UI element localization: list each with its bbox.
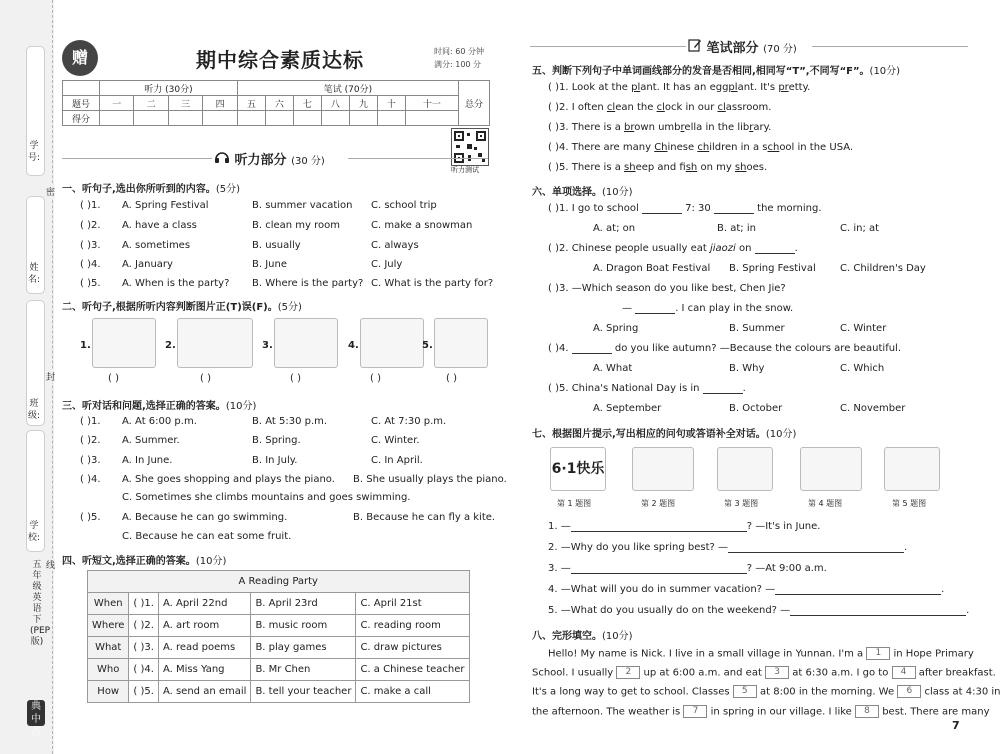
school-label: 学校: [28, 521, 41, 543]
caption-3: 第 3 题图 [724, 499, 759, 508]
section-7-title: 七、根据图片提示,写出相应的问句或答语补全对话。(10分) [532, 429, 797, 440]
option-c[interactable]: C. April 21st [356, 593, 469, 615]
s5-q3[interactable]: ( )3. There is a brown umbrella in the library. [548, 122, 772, 133]
caption-4: 第 4 题图 [808, 499, 843, 508]
s3-q4-option-b[interactable]: B. She usually plays the piano. [353, 474, 507, 485]
s6-q4[interactable]: ( )4. do you like autumn? —Because the colours are beautiful. [548, 343, 902, 354]
table-row [88, 593, 470, 615]
s2-num-1: 1. [80, 340, 91, 351]
col-7: 七 [293, 96, 321, 111]
cloze-blank[interactable]: 1 [866, 647, 890, 660]
picture-watch-tv-icon [177, 318, 253, 368]
col-11: 十一 [405, 96, 458, 111]
row-label: Where [88, 615, 129, 637]
gift-badge: 赠 [62, 40, 98, 76]
s3-q2-option-c[interactable]: C. Winter. [371, 435, 420, 446]
s1-q1-option-a[interactable]: A. Spring Festival [122, 200, 209, 211]
s1-q1-number[interactable]: ( )1. [80, 200, 101, 211]
cloze-line-3: It's a long way to get to school. Classes 5 at 8:00 in the morning. We 6 class at 4:30 in [532, 686, 1000, 698]
option-a[interactable]: A. Miss Yang [158, 659, 250, 681]
option-b[interactable]: B. music room [251, 615, 356, 637]
section-2-title: 二、听句子,根据所听内容判断图片正(T)误(F)。(5分) [62, 302, 302, 313]
s1-q2-option-b[interactable]: B. clean my room [252, 220, 340, 231]
s3-q4-number[interactable]: ( )4. [80, 474, 101, 485]
s6-q4-option-a[interactable]: A. What [593, 363, 633, 374]
table-row [88, 659, 470, 681]
s1-q5-option-a[interactable]: A. When is the party? [122, 278, 230, 289]
score-cell[interactable] [100, 111, 134, 126]
s6-q4-option-c[interactable]: C. Which [840, 363, 885, 374]
time-limit: 时间: 60 分钟 [434, 47, 484, 56]
option-b[interactable]: B. tell your teacher [251, 681, 356, 703]
option-c[interactable]: C. reading room [356, 615, 469, 637]
s3-q4-option-a[interactable]: A. She goes shopping and plays the piano. [122, 474, 335, 485]
qr-code-icon[interactable] [451, 128, 489, 166]
s1-q3-number[interactable]: ( )3. [80, 240, 101, 251]
s3-q3-option-a[interactable]: A. In June. [122, 455, 173, 466]
cloze-line-2: School. I usually 2 up at 6:00 a.m. and eat 3 at 6:30 a.m. I go to 4 after breakfast. [532, 667, 996, 679]
s1-q2-number[interactable]: ( )2. [80, 220, 101, 231]
score-table-row-label: 题号 [63, 96, 100, 111]
reading-party-title: A Reading Party [88, 571, 470, 593]
listening-part-title [214, 149, 325, 168]
section-4-title: 四、听短文,选择正确的答案。(10分) [62, 556, 227, 567]
answer-slot[interactable]: ( )2. [129, 615, 159, 637]
s1-q4-option-b[interactable]: B. June [252, 259, 287, 270]
seal-char-mi: 密 [46, 185, 55, 198]
s6-q5-option-b[interactable]: B. October [729, 403, 783, 414]
section-8-title: 八、完形填空。(10分) [532, 631, 633, 642]
caption-1: 第 1 题图 [557, 499, 592, 508]
s1-q4-number[interactable]: ( )4. [80, 259, 101, 270]
listening-title-text: 听力部分 [234, 153, 287, 168]
s6-q1[interactable]: ( )1. I go to school 7: 30 the morning. [548, 203, 822, 214]
table-row [88, 681, 470, 703]
s1-q3-option-b[interactable]: B. usually [252, 240, 301, 251]
caption-2: 第 2 题图 [641, 499, 676, 508]
cloze-blank[interactable]: 7 [683, 705, 707, 718]
answer-slot[interactable]: ( )4. [129, 659, 159, 681]
col-8: 八 [321, 96, 349, 111]
s6-q2-option-c[interactable]: C. Children's Day [840, 263, 926, 274]
s6-q3-option-c[interactable]: C. Winter [840, 323, 887, 334]
s6-q3-line2[interactable]: — . I can play in the snow. [622, 303, 794, 314]
row-label: Who [88, 659, 129, 681]
s6-q5-option-a[interactable]: A. September [593, 403, 662, 414]
col-1: 一 [100, 96, 134, 111]
s6-q5-option-c[interactable]: C. November [840, 403, 906, 414]
score-table [62, 80, 490, 126]
s7-q1[interactable]: 1. — ? —It's in June. [548, 521, 821, 532]
s7-q2[interactable]: 2. —Why do you like spring best? — . [548, 542, 908, 553]
col-5: 五 [237, 96, 265, 111]
score-cell[interactable] [377, 111, 405, 126]
s3-q3-option-b[interactable]: B. In July. [252, 455, 298, 466]
s5-q4[interactable]: ( )4. There are many Chinese children in a school in the USA. [548, 142, 854, 153]
s1-q3-option-a[interactable]: A. sometimes [122, 240, 191, 251]
picture-swimming-icon [360, 318, 424, 368]
pencil-icon [688, 41, 707, 56]
option-c[interactable]: C. make a call [356, 681, 469, 703]
s1-q5-option-c[interactable]: C. What is the party for? [371, 278, 494, 289]
score-cell[interactable] [203, 111, 238, 126]
s1-q5-option-b[interactable]: B. Where is the party? [252, 278, 364, 289]
s1-q4-option-c[interactable]: C. July [371, 259, 403, 270]
cloze-blank[interactable]: 8 [855, 705, 879, 718]
s3-q4-option-c[interactable]: C. Sometimes she climbs mountains and goes swimming. [122, 492, 411, 503]
option-b[interactable]: B. play games [251, 637, 356, 659]
s2-num-3: 3. [262, 340, 273, 351]
section-3-title: 三、听对话和问题,选择正确的答案。(10分) [62, 401, 257, 412]
cloze-blank[interactable]: 5 [733, 685, 757, 698]
s3-q5-number[interactable]: ( )5. [80, 512, 101, 523]
score-cell[interactable] [349, 111, 377, 126]
cloze-blank[interactable]: 4 [892, 666, 916, 679]
writing-title-text: 笔试部分 [706, 41, 759, 56]
picture-party-icon [92, 318, 156, 368]
option-a[interactable]: A. April 22nd [158, 593, 250, 615]
score-cell[interactable] [237, 111, 265, 126]
picture-clock-icon [717, 447, 773, 491]
option-b[interactable]: B. April 23rd [251, 593, 356, 615]
s3-q5-option-b[interactable]: B. Because he can fly a kite. [353, 512, 496, 523]
s3-q1-option-c[interactable]: C. At 7:30 p.m. [371, 416, 447, 427]
col-9: 九 [349, 96, 377, 111]
writing-part-title [688, 37, 797, 56]
s2-num-5: 5. [422, 340, 433, 351]
score-cell[interactable] [293, 111, 321, 126]
qr-caption: 听力测试 [451, 166, 479, 174]
s2-answer-5[interactable]: ( ) [446, 373, 457, 384]
s6-q4-option-b[interactable]: B. Why [729, 363, 765, 374]
s3-q3-number[interactable]: ( )3. [80, 455, 101, 466]
picture-basketball-icon [884, 447, 940, 491]
s1-q2-option-a[interactable]: A. have a class [122, 220, 197, 231]
picture-windy-tree-icon [274, 318, 338, 368]
seal-char-feng: 封 [46, 370, 55, 383]
cloze-blank[interactable]: 2 [616, 666, 640, 679]
s3-q2-option-a[interactable]: A. Summer. [122, 435, 180, 446]
score-table-total: 总分 [459, 81, 490, 126]
s1-q3-option-c[interactable]: C. always [371, 240, 419, 251]
class-label: 班级: [28, 399, 41, 421]
answer-slot[interactable]: ( )3. [129, 637, 159, 659]
s3-q1-number[interactable]: ( )1. [80, 416, 101, 427]
score-table-score-label: 得分 [63, 111, 100, 126]
s2-answer-1[interactable]: ( ) [108, 373, 119, 384]
picture-swimming-icon [800, 447, 862, 491]
section-5-title: 五、判断下列句子中单词画线部分的发音是否相同,相同写“T”,不同写“F”。(10分) [532, 66, 901, 77]
s6-q1-option-a[interactable]: A. at; on [593, 223, 636, 234]
page-title: 期中综合素质达标 [196, 48, 364, 72]
headphones-icon [214, 153, 235, 168]
answer-slot[interactable]: ( )1. [129, 593, 159, 615]
col-3: 三 [168, 96, 202, 111]
score-cell[interactable] [168, 111, 202, 126]
s2-num-4: 4. [348, 340, 359, 351]
s7-q5[interactable]: 5. —What do you usually do on the weekend? — . [548, 605, 970, 616]
s3-q5-option-c[interactable]: C. Because he can eat some fruit. [122, 531, 292, 542]
reading-party-table [87, 570, 470, 703]
seal-char-xian: 线 [46, 558, 55, 571]
s1-q1-option-c[interactable]: C. school trip [371, 200, 437, 211]
book-label: 五年级 英语 下 (PEP版) [30, 560, 51, 647]
s1-q5-number[interactable]: ( )5. [80, 278, 101, 289]
cloze-line-1: Hello! My name is Nick. I live in a small village in Yunnan. I'm a 1 in Hope Primary [548, 648, 974, 660]
s5-q2[interactable]: ( )2. I often clean the clock in our classroom. [548, 102, 772, 113]
s1-q2-option-c[interactable]: C. make a snowman [371, 220, 473, 231]
option-a[interactable]: A. read poems [158, 637, 250, 659]
col-10: 十 [377, 96, 405, 111]
score-cell[interactable] [321, 111, 349, 126]
table-row [88, 615, 470, 637]
writing-points: (70 分) [763, 44, 797, 55]
s6-q1-option-b[interactable]: B. at; in [717, 223, 756, 234]
cloze-line-4: the afternoon. The weather is 7 in spring in our village. I like 8 best. There are many [532, 706, 990, 718]
s3-q2-option-b[interactable]: B. Spring. [252, 435, 301, 446]
s5-q5[interactable]: ( )5. There is a sheep and fish on my shoes. [548, 162, 768, 173]
row-label: What [88, 637, 129, 659]
name-label: 姓名: [28, 263, 41, 285]
answer-slot[interactable]: ( )5. [129, 681, 159, 703]
score-table-listening: 听力 (30分) [100, 81, 238, 96]
s2-answer-4[interactable]: ( ) [370, 373, 381, 384]
table-row [88, 637, 470, 659]
s2-num-2: 2. [165, 340, 176, 351]
divider [348, 158, 488, 159]
option-a[interactable]: A. send an email [158, 681, 250, 703]
option-a[interactable]: A. art room [158, 615, 250, 637]
picture-childrens-day-icon: 6·1快乐 [550, 447, 606, 491]
s2-answer-3[interactable]: ( ) [290, 373, 301, 384]
option-c[interactable]: C. a Chinese teacher [356, 659, 469, 681]
option-b[interactable]: B. Mr Chen [251, 659, 356, 681]
s3-q2-number[interactable]: ( )2. [80, 435, 101, 446]
s6-q2[interactable]: ( )2. Chinese people usually eat jiaozi on . [548, 243, 798, 254]
s6-q2-option-b[interactable]: B. Spring Festival [729, 263, 816, 274]
student-id-label: 学号: [28, 141, 41, 163]
full-score: 满分: 100 分 [434, 60, 482, 69]
picture-girl-icon [434, 318, 488, 368]
col-6: 六 [265, 96, 293, 111]
s3-q3-option-c[interactable]: C. In April. [371, 455, 423, 466]
s6-q5[interactable]: ( )5. China's National Day is in . [548, 383, 746, 394]
s7-q4[interactable]: 4. —What will you do in summer vacation? — . [548, 584, 945, 595]
divider [530, 46, 686, 47]
s6-q3-option-a[interactable]: A. Spring [593, 323, 639, 334]
brand-logo: 典中点 [27, 700, 45, 726]
s6-q3[interactable]: ( )3. —Which season do you like best, Chen Jie? [548, 283, 786, 294]
s6-q1-option-c[interactable]: C. in; at [840, 223, 880, 234]
s1-q4-option-a[interactable]: A. January [122, 259, 173, 270]
col-2: 二 [134, 96, 168, 111]
s3-q5-option-a[interactable]: A. Because he can go swimming. [122, 512, 288, 523]
cloze-blank[interactable]: 6 [897, 685, 921, 698]
listening-points: (30 分) [291, 156, 325, 167]
s1-q1-option-b[interactable]: B. summer vacation [252, 200, 353, 211]
s3-q1-option-b[interactable]: B. At 5:30 p.m. [252, 416, 328, 427]
row-label: When [88, 593, 129, 615]
s6-q3-option-b[interactable]: B. Summer [729, 323, 785, 334]
s3-q1-option-a[interactable]: A. At 6:00 p.m. [122, 416, 197, 427]
s7-q3[interactable]: 3. — ? —At 9:00 a.m. [548, 563, 827, 574]
s6-q2-option-a[interactable]: A. Dragon Boat Festival [593, 263, 711, 274]
score-cell[interactable] [405, 111, 458, 126]
score-cell[interactable] [265, 111, 293, 126]
s5-q1[interactable]: ( )1. Look at the plant. It has an eggplant. It's pretty. [548, 82, 811, 93]
divider [812, 46, 968, 47]
option-c[interactable]: C. draw pictures [356, 637, 469, 659]
divider [62, 158, 212, 159]
section-1-title: 一、听句子,选出你所听到的内容。(5分) [62, 184, 240, 195]
score-table-writing: 笔试 (70分) [237, 81, 458, 96]
s2-answer-2[interactable]: ( ) [200, 373, 211, 384]
row-label: How [88, 681, 129, 703]
page-number: 7 [952, 719, 960, 732]
section-6-title: 六、单项选择。(10分) [532, 187, 633, 198]
caption-5: 第 5 题图 [892, 499, 927, 508]
score-cell[interactable] [134, 111, 168, 126]
cloze-blank[interactable]: 3 [765, 666, 789, 679]
col-4: 四 [203, 96, 238, 111]
picture-spring-icon [632, 447, 694, 491]
